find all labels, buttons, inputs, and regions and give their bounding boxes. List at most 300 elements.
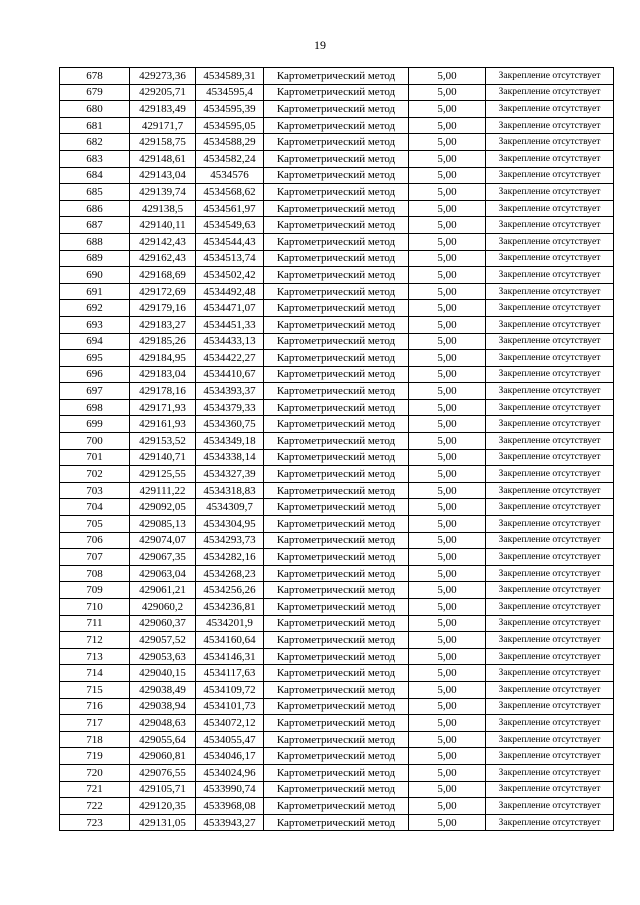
table-row [60,68,614,85]
coordinate-x-cell: 429060,37 [130,615,196,632]
point-number-cell: 717 [60,715,130,732]
fixation-description-cell: Закрепление отсутствует [486,350,614,367]
accuracy-cell: 5,00 [409,233,486,250]
fixation-description-cell: Закрепление отсутствует [486,466,614,483]
page-number: 19 [314,38,326,52]
table-row [60,615,614,632]
accuracy-cell: 5,00 [409,798,486,815]
method-cell: Картометрический метод [264,499,409,516]
coordinate-x-cell: 429038,49 [130,681,196,698]
table-row [60,134,614,151]
coordinate-x-cell: 429183,04 [130,366,196,383]
coordinate-x-cell: 429074,07 [130,532,196,549]
fixation-description-cell: Закрепление отсутствует [486,250,614,267]
table-row [60,250,614,267]
accuracy-cell: 5,00 [409,68,486,85]
table-row [60,366,614,383]
method-cell: Картометрический метод [264,316,409,333]
coordinate-y-cell: 4534561,97 [196,200,264,217]
accuracy-cell: 5,00 [409,532,486,549]
point-number-cell: 705 [60,516,130,533]
method-cell: Картометрический метод [264,233,409,250]
accuracy-cell: 5,00 [409,582,486,599]
method-cell: Картометрический метод [264,399,409,416]
coordinate-y-cell: 4534544,43 [196,233,264,250]
fixation-description-cell: Закрепление отсутствует [486,117,614,134]
coordinate-y-cell: 4534304,95 [196,516,264,533]
method-cell: Картометрический метод [264,582,409,599]
table-row [60,681,614,698]
coordinate-x-cell: 429172,69 [130,283,196,300]
coordinate-x-cell: 429111,22 [130,482,196,499]
coordinate-x-cell: 429057,52 [130,632,196,649]
point-number-cell: 706 [60,532,130,549]
method-cell: Картометрический метод [264,217,409,234]
fixation-description-cell: Закрепление отсутствует [486,416,614,433]
method-cell: Картометрический метод [264,798,409,815]
point-number-cell: 716 [60,698,130,715]
method-cell: Картометрический метод [264,615,409,632]
method-cell: Картометрический метод [264,416,409,433]
accuracy-cell: 5,00 [409,764,486,781]
coordinate-x-cell: 429184,95 [130,350,196,367]
accuracy-cell: 5,00 [409,167,486,184]
point-number-cell: 696 [60,366,130,383]
accuracy-cell: 5,00 [409,715,486,732]
accuracy-cell: 5,00 [409,665,486,682]
accuracy-cell: 5,00 [409,781,486,798]
method-cell: Картометрический метод [264,250,409,267]
fixation-description-cell: Закрепление отсутствует [486,565,614,582]
fixation-description-cell: Закрепление отсутствует [486,781,614,798]
coordinates-table [59,67,614,831]
table-row [60,300,614,317]
fixation-description-cell: Закрепление отсутствует [486,516,614,533]
method-cell: Картометрический метод [264,482,409,499]
point-number-cell: 693 [60,316,130,333]
coordinate-x-cell: 429063,04 [130,565,196,582]
fixation-description-cell: Закрепление отсутствует [486,615,614,632]
table-row [60,499,614,516]
table-row [60,715,614,732]
coordinate-x-cell: 429067,35 [130,549,196,566]
coordinate-y-cell: 4534589,31 [196,68,264,85]
method-cell: Картометрический метод [264,599,409,616]
coordinate-y-cell: 4534338,14 [196,449,264,466]
point-number-cell: 698 [60,399,130,416]
point-number-cell: 708 [60,565,130,582]
table-row [60,814,614,831]
coordinate-y-cell: 4534379,33 [196,399,264,416]
fixation-description-cell: Закрепление отсутствует [486,101,614,118]
fixation-description-cell: Закрепление отсутствует [486,764,614,781]
point-number-cell: 685 [60,184,130,201]
point-number-cell: 712 [60,632,130,649]
coordinate-x-cell: 429183,27 [130,316,196,333]
coordinate-y-cell: 4534046,17 [196,748,264,765]
method-cell: Картометрический метод [264,383,409,400]
method-cell: Картометрический метод [264,516,409,533]
method-cell: Картометрический метод [264,549,409,566]
table-row [60,150,614,167]
accuracy-cell: 5,00 [409,599,486,616]
point-number-cell: 680 [60,101,130,118]
method-cell: Картометрический метод [264,350,409,367]
coordinate-y-cell: 4534236,81 [196,599,264,616]
table-row [60,184,614,201]
fixation-description-cell: Закрепление отсутствует [486,68,614,85]
coordinate-x-cell: 429061,21 [130,582,196,599]
coordinate-y-cell: 4533943,27 [196,814,264,831]
coordinate-y-cell: 4533990,74 [196,781,264,798]
fixation-description-cell: Закрепление отсутствует [486,532,614,549]
accuracy-cell: 5,00 [409,416,486,433]
table-row [60,449,614,466]
coordinate-x-cell: 429131,05 [130,814,196,831]
coordinate-y-cell: 4534160,64 [196,632,264,649]
coordinate-x-cell: 429171,93 [130,399,196,416]
method-cell: Картометрический метод [264,466,409,483]
point-number-cell: 699 [60,416,130,433]
coordinate-x-cell: 429125,55 [130,466,196,483]
point-number-cell: 707 [60,549,130,566]
coordinate-x-cell: 429038,94 [130,698,196,715]
method-cell: Картометрический метод [264,200,409,217]
accuracy-cell: 5,00 [409,200,486,217]
accuracy-cell: 5,00 [409,731,486,748]
point-number-cell: 723 [60,814,130,831]
coordinate-x-cell: 429171,7 [130,117,196,134]
fixation-description-cell: Закрепление отсутствует [486,167,614,184]
coordinate-y-cell: 4534582,24 [196,150,264,167]
coordinate-x-cell: 429140,71 [130,449,196,466]
point-number-cell: 678 [60,68,130,85]
fixation-description-cell: Закрепление отсутствует [486,582,614,599]
point-number-cell: 683 [60,150,130,167]
accuracy-cell: 5,00 [409,499,486,516]
point-number-cell: 694 [60,333,130,350]
table-row [60,333,614,350]
point-number-cell: 702 [60,466,130,483]
accuracy-cell: 5,00 [409,350,486,367]
accuracy-cell: 5,00 [409,316,486,333]
fixation-description-cell: Закрепление отсутствует [486,632,614,649]
table-row [60,582,614,599]
point-number-cell: 701 [60,449,130,466]
coordinate-y-cell: 4534327,39 [196,466,264,483]
accuracy-cell: 5,00 [409,814,486,831]
fixation-description-cell: Закрепление отсутствует [486,433,614,450]
table-row [60,200,614,217]
method-cell: Картометрический метод [264,681,409,698]
coordinate-y-cell: 4534393,37 [196,383,264,400]
accuracy-cell: 5,00 [409,101,486,118]
coordinate-x-cell: 429158,75 [130,134,196,151]
table-row [60,416,614,433]
method-cell: Картометрический метод [264,366,409,383]
coordinate-x-cell: 429055,64 [130,731,196,748]
coordinate-x-cell: 429105,71 [130,781,196,798]
accuracy-cell: 5,00 [409,449,486,466]
method-cell: Картометрический метод [264,731,409,748]
table-row [60,599,614,616]
fixation-description-cell: Закрепление отсутствует [486,366,614,383]
coordinate-y-cell: 4534433,13 [196,333,264,350]
point-number-cell: 714 [60,665,130,682]
fixation-description-cell: Закрепление отсутствует [486,698,614,715]
coordinate-y-cell: 4534256,26 [196,582,264,599]
fixation-description-cell: Закрепление отсутствует [486,217,614,234]
coordinate-x-cell: 429139,74 [130,184,196,201]
accuracy-cell: 5,00 [409,250,486,267]
method-cell: Картометрический метод [264,184,409,201]
fixation-description-cell: Закрепление отсутствует [486,200,614,217]
accuracy-cell: 5,00 [409,433,486,450]
coordinate-x-cell: 429185,26 [130,333,196,350]
accuracy-cell: 5,00 [409,366,486,383]
method-cell: Картометрический метод [264,84,409,101]
coordinate-y-cell: 4534451,33 [196,316,264,333]
fixation-description-cell: Закрепление отсутствует [486,798,614,815]
coordinate-x-cell: 429085,13 [130,516,196,533]
coordinate-x-cell: 429092,05 [130,499,196,516]
fixation-description-cell: Закрепление отсутствует [486,731,614,748]
accuracy-cell: 5,00 [409,648,486,665]
fixation-description-cell: Закрепление отсутствует [486,715,614,732]
table-row [60,101,614,118]
fixation-description-cell: Закрепление отсутствует [486,648,614,665]
table-row [60,748,614,765]
table-row [60,316,614,333]
method-cell: Картометрический метод [264,167,409,184]
coordinate-x-cell: 429120,35 [130,798,196,815]
method-cell: Картометрический метод [264,134,409,151]
coordinate-y-cell: 4534595,4 [196,84,264,101]
point-number-cell: 684 [60,167,130,184]
table-row [60,350,614,367]
point-number-cell: 719 [60,748,130,765]
table-row [60,84,614,101]
method-cell: Картометрический метод [264,300,409,317]
fixation-description-cell: Закрепление отсутствует [486,184,614,201]
point-number-cell: 718 [60,731,130,748]
method-cell: Картометрический метод [264,449,409,466]
method-cell: Картометрический метод [264,101,409,118]
table-row [60,798,614,815]
coordinate-y-cell: 4534422,27 [196,350,264,367]
table-row [60,764,614,781]
coordinate-y-cell: 4534502,42 [196,267,264,284]
method-cell: Картометрический метод [264,267,409,284]
coordinate-y-cell: 4534146,31 [196,648,264,665]
fixation-description-cell: Закрепление отсутствует [486,233,614,250]
coordinate-y-cell: 4534471,07 [196,300,264,317]
accuracy-cell: 5,00 [409,748,486,765]
point-number-cell: 713 [60,648,130,665]
coordinate-y-cell: 4534595,05 [196,117,264,134]
method-cell: Картометрический метод [264,764,409,781]
coordinate-x-cell: 429161,93 [130,416,196,433]
coordinate-x-cell: 429168,69 [130,267,196,284]
method-cell: Картометрический метод [264,283,409,300]
table-row [60,532,614,549]
table-row [60,233,614,250]
accuracy-cell: 5,00 [409,681,486,698]
fixation-description-cell: Закрепление отсутствует [486,748,614,765]
accuracy-cell: 5,00 [409,698,486,715]
coordinate-x-cell: 429060,2 [130,599,196,616]
coordinate-x-cell: 429273,36 [130,68,196,85]
coordinate-x-cell: 429076,55 [130,764,196,781]
coordinate-y-cell: 4534109,72 [196,681,264,698]
accuracy-cell: 5,00 [409,134,486,151]
coordinate-y-cell: 4534513,74 [196,250,264,267]
coordinate-x-cell: 429183,49 [130,101,196,118]
table-row [60,632,614,649]
table-row [60,466,614,483]
table-row [60,549,614,566]
fixation-description-cell: Закрепление отсутствует [486,316,614,333]
method-cell: Картометрический метод [264,665,409,682]
coordinate-y-cell: 4534309,7 [196,499,264,516]
coordinate-x-cell: 429143,04 [130,167,196,184]
method-cell: Картометрический метод [264,117,409,134]
coordinate-y-cell: 4534318,83 [196,482,264,499]
coordinate-x-cell: 429142,43 [130,233,196,250]
coordinate-x-cell: 429205,71 [130,84,196,101]
fixation-description-cell: Закрепление отсутствует [486,599,614,616]
coordinate-y-cell: 4534293,73 [196,532,264,549]
method-cell: Картометрический метод [264,632,409,649]
accuracy-cell: 5,00 [409,615,486,632]
method-cell: Картометрический метод [264,715,409,732]
coordinate-x-cell: 429140,11 [130,217,196,234]
method-cell: Картометрический метод [264,814,409,831]
point-number-cell: 681 [60,117,130,134]
accuracy-cell: 5,00 [409,565,486,582]
method-cell: Картометрический метод [264,698,409,715]
fixation-description-cell: Закрепление отсутствует [486,283,614,300]
coordinate-y-cell: 4534268,23 [196,565,264,582]
fixation-description-cell: Закрепление отсутствует [486,84,614,101]
table-row [60,648,614,665]
accuracy-cell: 5,00 [409,117,486,134]
accuracy-cell: 5,00 [409,333,486,350]
point-number-cell: 722 [60,798,130,815]
table-row [60,267,614,284]
point-number-cell: 695 [60,350,130,367]
fixation-description-cell: Закрепление отсутствует [486,267,614,284]
coordinate-y-cell: 4534568,62 [196,184,264,201]
method-cell: Картометрический метод [264,68,409,85]
accuracy-cell: 5,00 [409,84,486,101]
method-cell: Картометрический метод [264,150,409,167]
coordinate-y-cell: 4534410,67 [196,366,264,383]
coordinate-x-cell: 429040,15 [130,665,196,682]
fixation-description-cell: Закрепление отсутствует [486,449,614,466]
table-row [60,781,614,798]
accuracy-cell: 5,00 [409,383,486,400]
point-number-cell: 721 [60,781,130,798]
accuracy-cell: 5,00 [409,283,486,300]
coordinate-y-cell: 4534360,75 [196,416,264,433]
point-number-cell: 704 [60,499,130,516]
fixation-description-cell: Закрепление отсутствует [486,814,614,831]
table-row [60,283,614,300]
point-number-cell: 700 [60,433,130,450]
table-row [60,383,614,400]
accuracy-cell: 5,00 [409,150,486,167]
table-body [60,68,614,831]
method-cell: Картометрический метод [264,748,409,765]
method-cell: Картометрический метод [264,433,409,450]
point-number-cell: 691 [60,283,130,300]
point-number-cell: 697 [60,383,130,400]
fixation-description-cell: Закрепление отсутствует [486,665,614,682]
point-number-cell: 711 [60,615,130,632]
coordinate-x-cell: 429162,43 [130,250,196,267]
coordinate-y-cell: 4534201,9 [196,615,264,632]
coordinate-y-cell: 4534024,96 [196,764,264,781]
point-number-cell: 710 [60,599,130,616]
table-row [60,433,614,450]
fixation-description-cell: Закрепление отсутствует [486,482,614,499]
coordinate-y-cell: 4534492,48 [196,283,264,300]
accuracy-cell: 5,00 [409,516,486,533]
coordinate-x-cell: 429178,16 [130,383,196,400]
method-cell: Картометрический метод [264,648,409,665]
table-row [60,117,614,134]
point-number-cell: 679 [60,84,130,101]
fixation-description-cell: Закрепление отсутствует [486,499,614,516]
fixation-description-cell: Закрепление отсутствует [486,333,614,350]
table-row [60,516,614,533]
accuracy-cell: 5,00 [409,632,486,649]
accuracy-cell: 5,00 [409,466,486,483]
coordinate-y-cell: 4534576 [196,167,264,184]
coordinate-x-cell: 429048,63 [130,715,196,732]
point-number-cell: 689 [60,250,130,267]
table-row [60,399,614,416]
coordinate-y-cell: 4534101,73 [196,698,264,715]
table-row [60,665,614,682]
point-number-cell: 703 [60,482,130,499]
table-row [60,698,614,715]
table-row [60,731,614,748]
method-cell: Картометрический метод [264,532,409,549]
fixation-description-cell: Закрепление отсутствует [486,681,614,698]
point-number-cell: 720 [60,764,130,781]
coordinate-y-cell: 4534072,12 [196,715,264,732]
table-row [60,482,614,499]
coordinate-y-cell: 4533968,08 [196,798,264,815]
point-number-cell: 688 [60,233,130,250]
coordinate-y-cell: 4534117,63 [196,665,264,682]
point-number-cell: 715 [60,681,130,698]
coordinate-x-cell: 429153,52 [130,433,196,450]
accuracy-cell: 5,00 [409,399,486,416]
point-number-cell: 692 [60,300,130,317]
point-number-cell: 709 [60,582,130,599]
table-row [60,217,614,234]
coordinate-y-cell: 4534549,63 [196,217,264,234]
fixation-description-cell: Закрепление отсутствует [486,150,614,167]
coordinate-x-cell: 429179,16 [130,300,196,317]
fixation-description-cell: Закрепление отсутствует [486,134,614,151]
accuracy-cell: 5,00 [409,300,486,317]
coordinate-x-cell: 429053,63 [130,648,196,665]
coordinate-y-cell: 4534282,16 [196,549,264,566]
